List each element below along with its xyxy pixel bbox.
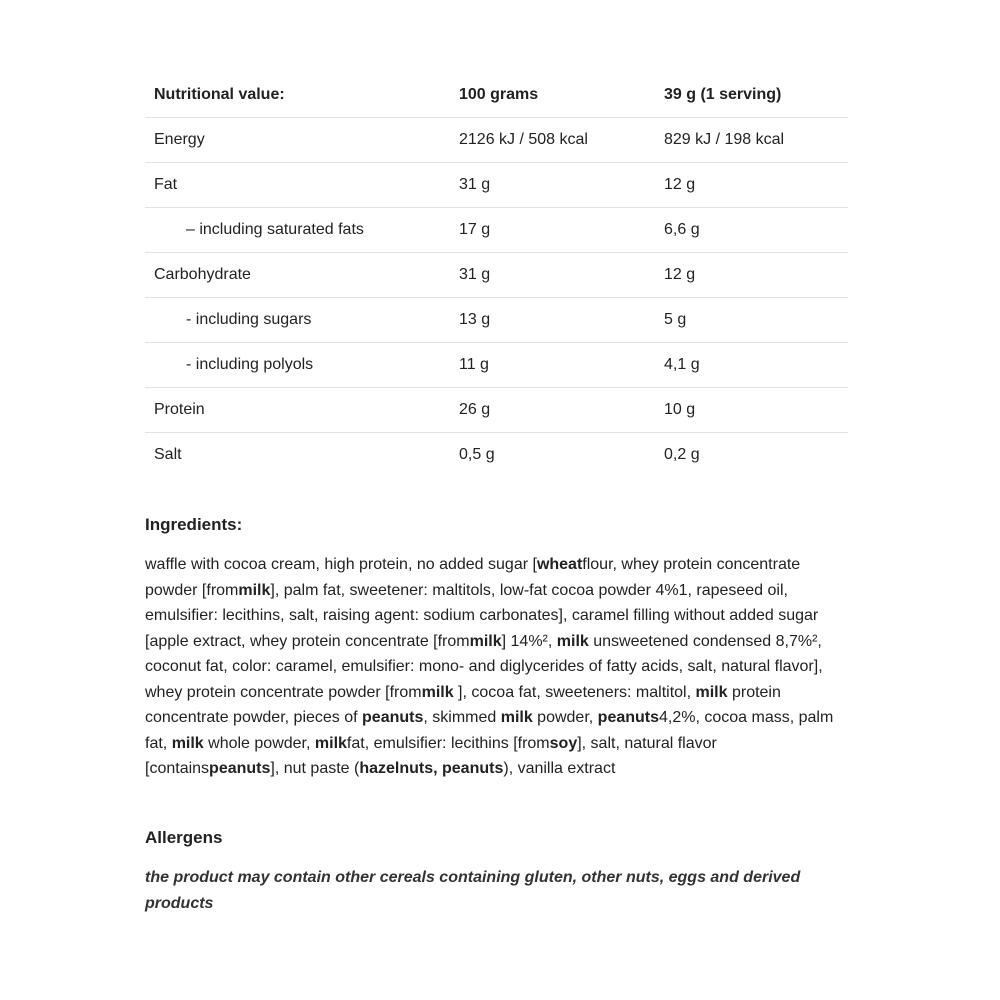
nutrient-name: - including polyols [145,343,450,388]
allergen-highlight: milk [421,683,454,701]
ingredient-text-segment: ], cocoa fat, sweeteners: maltitol, [453,683,696,701]
table-row [145,208,848,253]
nutrient-serving: 10 g [655,388,848,433]
allergen-highlight: milk [171,734,204,752]
nutrient-per100: 31 g [450,253,655,298]
ingredient-text-segment: waffle with cocoa cream, high protein, no added sugar [ [145,556,537,573]
table-row [145,433,848,478]
nutrient-name: Energy [145,118,450,163]
allergen-highlight: peanuts [362,709,424,726]
nutrient-name: Fat [145,163,450,208]
table-row [145,298,848,343]
table-row [145,163,848,208]
allergen-highlight: peanuts [209,760,271,777]
table-row [145,253,848,298]
nutrient-per100: 2126 kJ / 508 kcal [450,118,655,163]
nutrient-name: Carbohydrate [145,253,450,298]
nutrient-per100: 11 g [450,343,655,388]
nutrient-per100: 31 g [450,163,655,208]
allergen-highlight: milk [469,632,502,650]
ingredient-text-segment: ], palm fat, sweetener: maltitols, low-fat cocoa powder 4%1, rapeseed oil, emulsifier: lecithins, salt, raising agent: sodium carbonates], caramel filling without added sugar [apple extract, whey protein concentrate [from [145,581,819,650]
ingredient-text-segment: fat, emulsifier: lecithins [from [346,734,550,752]
allergen-highlight: milk [500,709,533,726]
nutrient-per100: 17 g [450,208,655,253]
allergen-highlight: peanuts [597,709,660,726]
ingredient-text-segment: ], nut paste ( [270,760,360,777]
nutrient-per100: 0,5 g [459,446,495,463]
nutrient-serving: 6,6 g [655,208,848,253]
ingredient-text-segment: ], salt, natural flavor [contains [145,734,717,777]
table-header-row [145,73,848,118]
ingredient-text-segment: flour, whey protein concentrate powder [from [145,556,801,599]
nutrient-per100: 26 g [450,388,655,433]
nutrient-serving: 0,2 g [664,446,700,463]
allergen-highlight: milk [314,734,347,752]
nutrient-name: Protein [145,388,450,433]
allergen-highlight: milk [695,683,728,701]
nutrient-serving: 5 g [655,298,848,343]
allergens-heading: Allergens [145,828,223,847]
allergen-highlight: hazelnuts, peanuts [359,760,504,777]
nutrient-name: Salt [154,446,182,463]
ingredient-text-segment: protein concentrate powder, pieces of [145,683,781,726]
ingredient-text-segment: powder, [532,709,598,726]
ingredient-text-segment: unsweetened condensed 8,7%², coconut fat, color: caramel, emulsifier: mono- and diglycerides of fatty acids, salt, natural flavor], whey protein concentrate powder [from [145,632,823,701]
ingredient-text-segment: , skimmed [423,709,501,726]
nutrient-per100: 13 g [450,298,655,343]
allergen-highlight: soy [549,734,578,752]
allergen-highlight: milk [238,581,271,599]
ingredients-text [145,552,850,782]
ingredient-text-segment: ] 14%², [501,632,557,650]
ingredient-text-segment: whole powder, [203,734,315,752]
allergen-highlight: wheat [536,556,583,573]
nutrient-serving: 4,1 g [655,343,848,388]
table-row [145,343,848,388]
table-row [145,388,848,433]
header-per-100g: 100 grams [450,73,655,118]
nutrient-serving: 829 kJ / 198 kcal [655,118,848,163]
allergen-highlight: milk [556,632,589,650]
header-per-serving: 39 g (1 serving) [655,73,848,118]
ingredient-text-segment: ), vanilla extract [503,760,616,777]
ingredients-heading: Ingredients: [145,515,243,534]
nutrition-table [145,73,848,477]
ingredient-text-segment: 4,2%, cocoa mass, palm fat, [145,709,834,752]
nutrient-name: - including sugars [145,298,450,343]
nutrient-serving: 12 g [655,253,848,298]
table-row [145,118,848,163]
allergens-text: the product may contain other cereals containing gluten, other nuts, eggs and derived products [145,869,801,912]
nutrient-name: – including saturated fats [145,208,450,253]
nutrient-serving: 12 g [655,163,848,208]
header-nutritional-value: Nutritional value: [145,73,450,118]
